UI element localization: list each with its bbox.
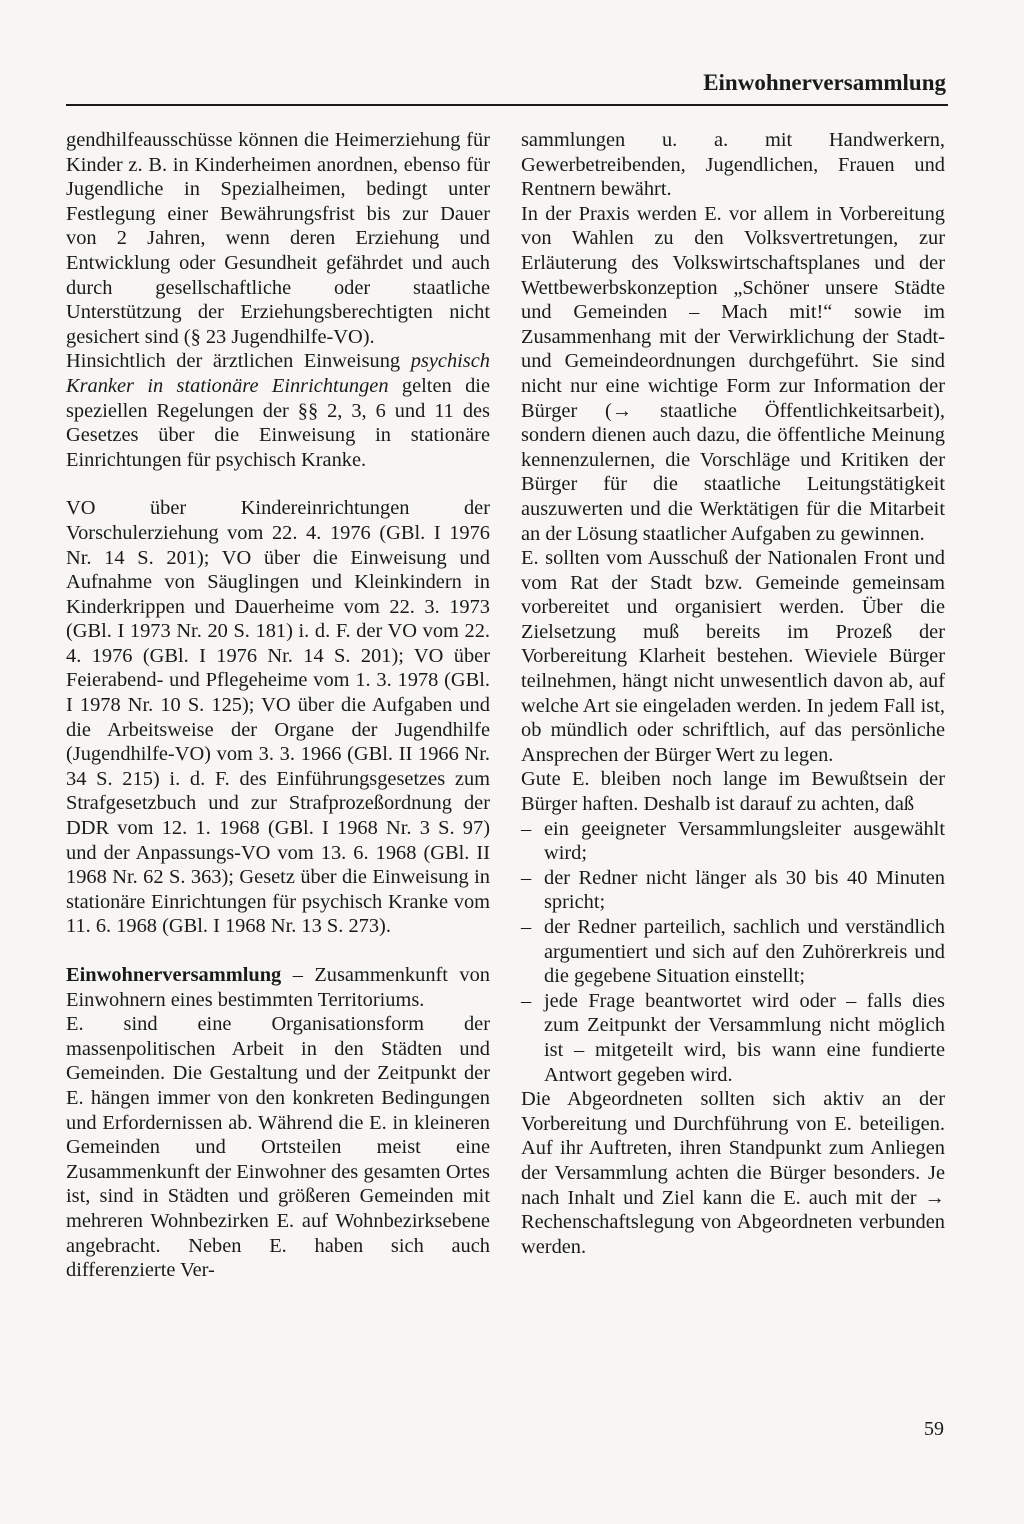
paragraph-versammlungen: sammlungen u. a. mit Handwerkern, Gewerbetreibenden, Jugendlichen, Frauen und Rentnern bewährt. (521, 129, 945, 201)
dash-marker: – (521, 866, 532, 889)
dash-marker: – (521, 989, 532, 1012)
header-rule (66, 104, 948, 106)
paragraph-gute-e: Gute E. bleiben noch lange im Bewußtsein der Bürger haften. Deshalb ist darauf zu achten, daß (521, 768, 945, 816)
running-header-title: Einwohnerversammlung (703, 70, 946, 95)
bullet-text: der Redner nicht länger als 30 bis 40 Minuten spricht; (544, 866, 945, 914)
bullet-text: der Redner parteilich, sachlich und verständlich argumentiert und sich auf den Zuhörerkreis und die gegebene Situation einstellt; (544, 916, 945, 988)
bullet-list (521, 817, 945, 1088)
bullet-text: ein geeigneter Versammlungsleiter ausgewählt wird; (544, 817, 945, 865)
text-run: Hinsichtlich der ärztlichen Einweisung (66, 350, 411, 373)
paragraph-vorbereitung: E. sollten vom Ausschuß der Nationalen Front und vom Rat der Stadt bzw. Gemeinde gemeinsam vorbereitet und organisiert werden. Über die Zielsetzung muß bereits im Prozeß der Vorbereitung Klarheit bestehen. Wieviele Bürger teilnehmen, hängt nicht unwesentlich davon ab, auf welche Art sie eingeladen werden. In jedem Fall ist, ob mündlich oder schriftlich, auf das persönliche Ansprechen der Bürger Wert zu legen. (521, 547, 945, 766)
legal-references: VO über Kindereinrichtungen der Vorschulerziehung vom 22. 4. 1976 (GBl. I 1976 Nr. 14 S. 201); VO über die Einweisung und Aufnahme von Säuglingen und Kleinkindern in Kinderkrippen und Dauerheime vom 22. 3. 1973 (GBl. I 1973 Nr. 20 S. 181) i. d. F. der VO vom 22. 4. 1976 (GBl. I 1976 Nr. 14 S. 201); VO über Feierabend- und Pflegeheime vom 1. 3. 1978 (GBl. I 1978 Nr. 10 S. 125); VO über die Aufgaben und die Arbeitsweise der Organe der Jugendhilfe (Jugendhilfe-VO) vom 3. 3. 1966 (GBl. II 1966 Nr. 34 S. 215) i. d. F. des Einführungsgesetzes zum Strafgesetzbuch und zur Strafprozeßordnung der DDR vom 12. 1. 1968 (GBl. I 1968 Nr. 3 S. 97) und der Anpassungs-VO vom 13. 6. 1968 (GBl. II 1968 Nr. 62 S. 363); Gesetz über die Einweisung in stationäre Einrichtungen für psychisch Kranke vom 11. 6. 1968 (GBl. I 1968 Nr. 13 S. 273). (66, 497, 490, 938)
dash-marker: – (521, 916, 532, 938)
paragraph-psychisch-kranke (66, 349, 490, 472)
bullet-item (521, 866, 945, 915)
left-column (66, 128, 490, 1283)
paragraph-abgeordnete: Die Abgeordneten sollten sich aktiv an der Vorbereitung und Durchführung von E. beteiligen. Auf ihr Auftreten, ihren Standpunkt zum Anliegen der Versammlung achten die Bürger besonders. Je nach Inhalt und Ziel kann die E. auch mit der → Rechenschaftslegung von Abgeordneten verbunden werden. (521, 1088, 945, 1258)
paragraph-gap (66, 472, 490, 496)
dictionary-entry-definition (66, 963, 490, 1012)
bullet-text: jede Frage beantwortet wird oder – falls dies zum Zeitpunkt der Versammlung nicht möglich ist – mitgeteilt wird, bis wann eine fundierte Antwort gegeben wird. (544, 989, 945, 1086)
bullet-item (521, 817, 945, 866)
bullet-item (521, 915, 945, 989)
italic-phrase: psychisch Kranker in stationäre Einrichtungen (66, 350, 490, 397)
entry-term: Einwohnerversammlung (66, 964, 282, 986)
dash-marker: – (521, 817, 532, 840)
text-run: gelten die speziellen Regelungen der §§ 2, 3, 6 und 11 des Gesetzes über die Einweisung in stationäre Einrichtungen für psychisch Kranke. (66, 374, 490, 471)
entry-definition: – Zusammenkunft von Einwohnern eines bestimmten Territoriums. (66, 964, 490, 1011)
paragraph-organisationsform: E. sind eine Organisationsform der massenpolitischen Arbeit in den Städten und Gemeinden. Die Gestaltung und der Zeitpunkt der E. hängen immer von den konkreten Bedingungen und Erfordernissen ab. Während die E. in kleineren Gemeinden und Ortsteilen meist eine Zusammenkunft der Einwohner des gesamten Ortes ist, sind in Städten und größeren Gemeinden mit mehreren Wohnbezirken E. auf Wohnbezirksebene angebracht. Neben E. haben sich auch differenzierte Ver- (66, 1013, 490, 1282)
bullet-item (521, 989, 945, 1087)
paragraph-praxis: In der Praxis werden E. vor allem in Vorbereitung von Wahlen zu den Volksvertretungen, zur Erläuterung des Volkswirtschaftsplanes und der Wettbewerbskonzeption „Schöner unsere Städte und Gemeinden – Mach mit!“ sowie im Zusammenhang mit der Verwirklichung der Stadt- und Gemeindeordnungen durchgeführt. Sie sind nicht nur eine wichtige Form zur Information der Bürger (→ staatliche Öffentlichkeitsarbeit), sondern dienen auch dazu, die öffentliche Meinung kennenzulernen, die Vorschläge und Kritiken der Bürger für die staatliche Leitungstätigkeit auszuwerten und die Werktätigen für die Mitarbeit an der Lösung staatlicher Aufgaben zu gewinnen. (521, 202, 945, 545)
paragraph-heimerziehung: gendhilfeausschüsse können die Heimerziehung für Kinder z. B. in Kinderheimen anordnen, ebenso für Jugendliche in Spezialheimen, bedingt unter Festlegung einer Bewährungsfrist bis zur Dauer von 2 Jahren, wenn deren Erziehung und Entwicklung oder Gesundheit gefährdet und auch durch gesellschaftliche oder staatliche Unterstützung der Erziehungsberechtigten nicht gesichert sind (§ 23 Jugendhilfe-VO). (66, 129, 490, 348)
page-number: 59 (924, 1418, 944, 1440)
right-column (521, 128, 945, 1259)
paragraph-gap (66, 939, 490, 963)
